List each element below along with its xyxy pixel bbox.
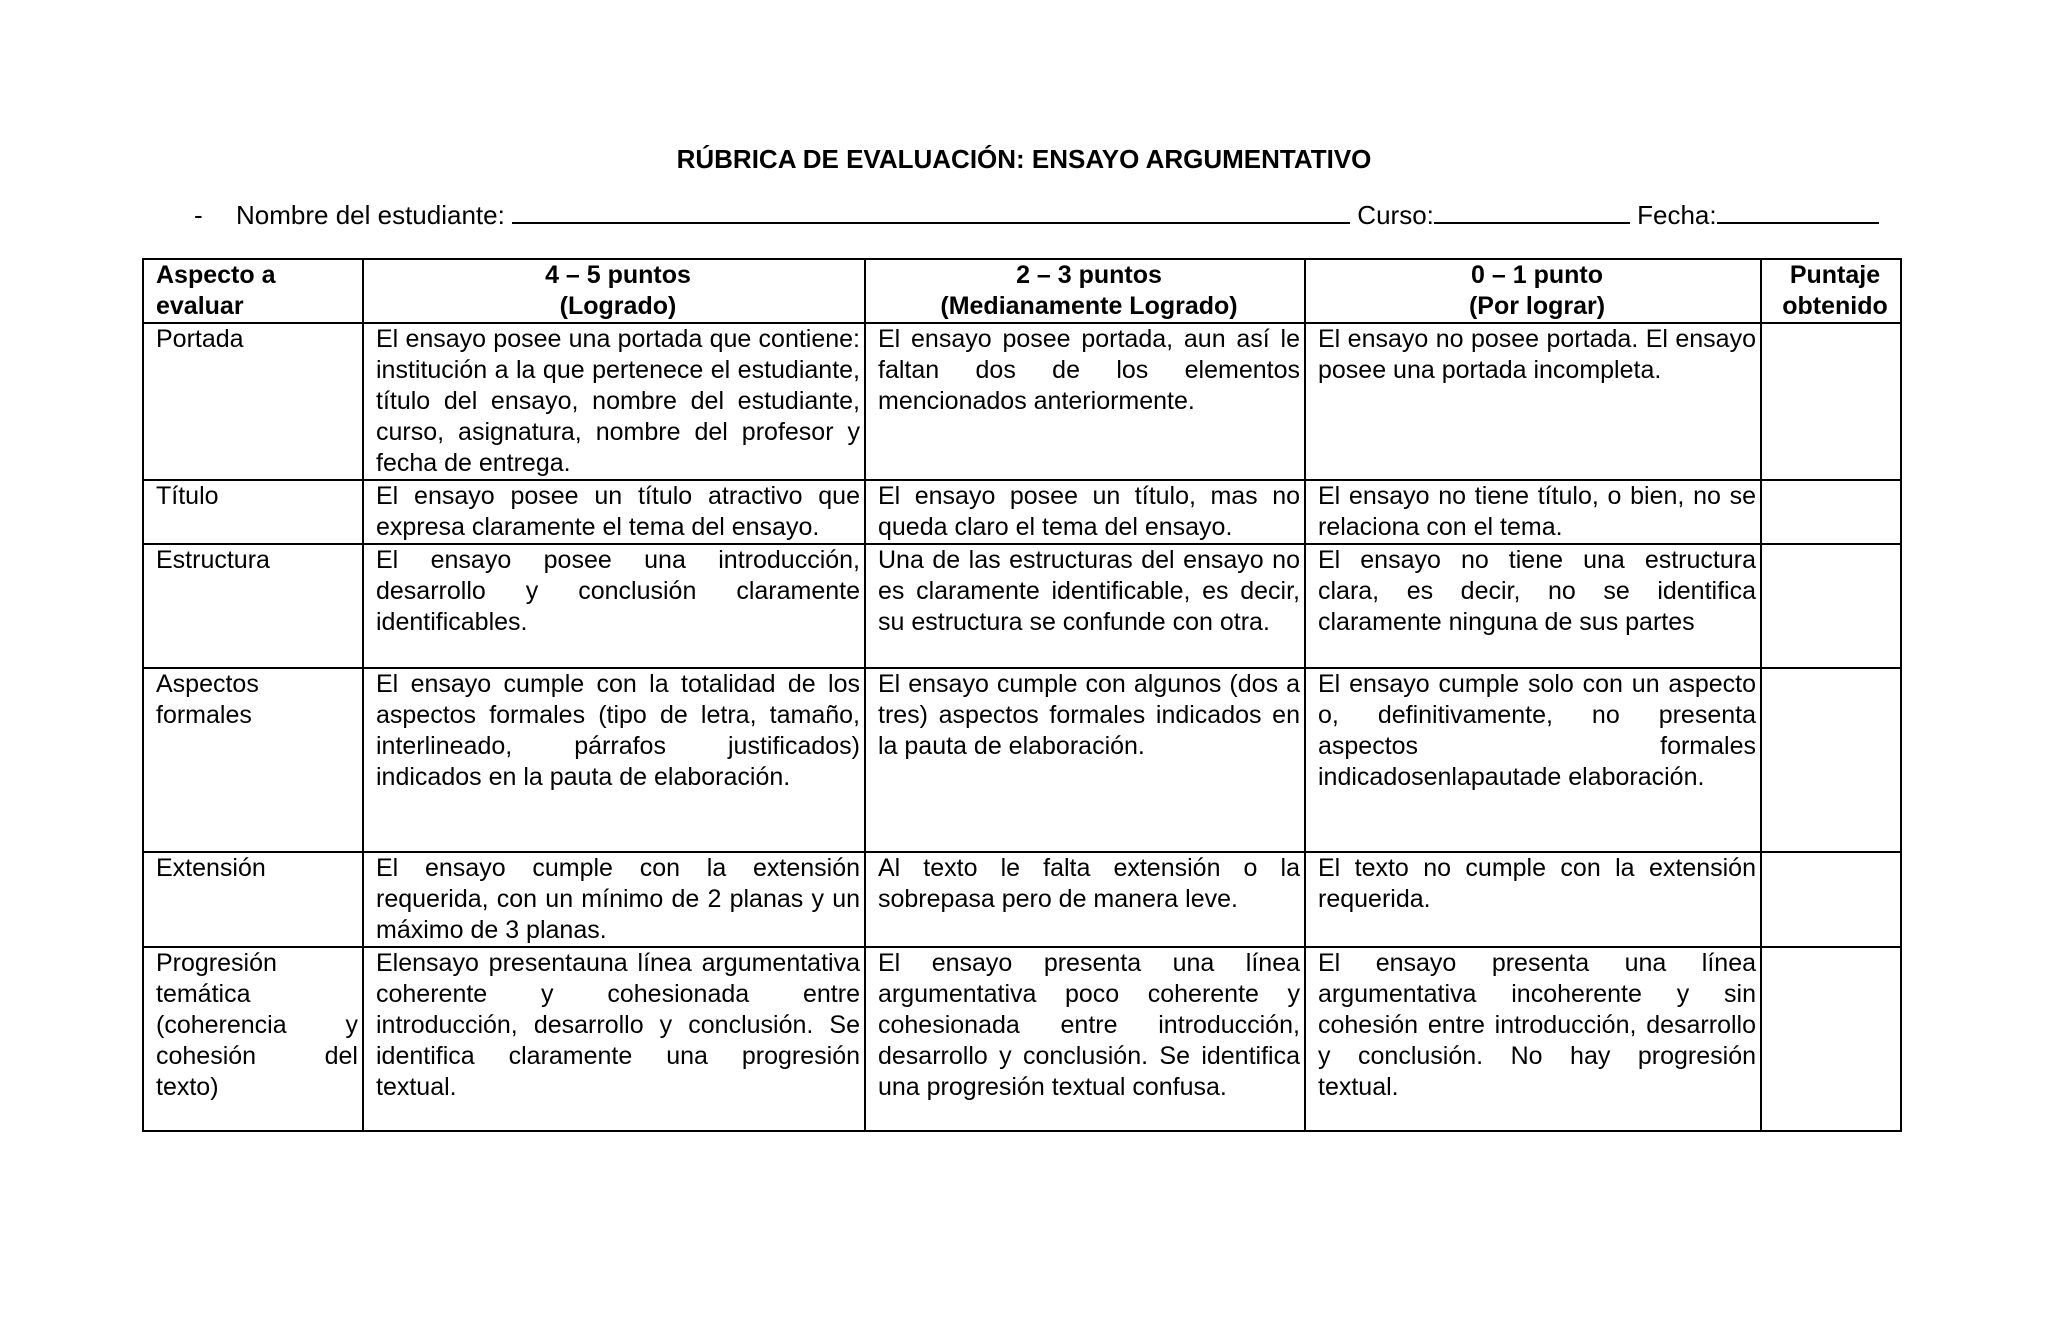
header-level-low-name: (Por lograr) xyxy=(1468,292,1606,320)
level-mid-cell: Una de las estructuras del ensayo no es claramente identificable, es decir, su estructura se confunde con otra. xyxy=(865,544,1305,668)
level-high-cell: El ensayo posee un título atractivo que expresa claramente el tema del ensayo. xyxy=(363,480,865,544)
header-score: Puntaje obtenido xyxy=(1761,259,1901,323)
aspect-cell: Título xyxy=(143,480,363,544)
table-row xyxy=(143,323,1901,480)
document-title: RÚBRICA DE EVALUACIÓN: ENSAYO ARGUMENTATIVO xyxy=(676,144,1372,174)
rubric-table xyxy=(142,258,1902,1132)
header-level-high-name: (Logrado) xyxy=(559,292,677,320)
level-high-cell: El ensayo cumple con la totalidad de los aspectos formales (tipo de letra, tamaño, interlineado, párrafos justificados) indicados en la pauta de elaboración. xyxy=(363,668,865,852)
bullet-dash: - xyxy=(194,200,203,230)
table-row xyxy=(143,852,1901,947)
student-name-label: Nombre del estudiante: xyxy=(236,200,505,230)
aspect-cell: Extensión xyxy=(143,852,363,947)
level-low-cell: El ensayo cumple solo con un aspecto o, definitivamente, no presenta aspectos formales indicadosenlapautade elaboración. xyxy=(1305,668,1761,852)
score-cell[interactable] xyxy=(1761,544,1901,668)
level-low-cell: El ensayo no tiene título, o bien, no se relaciona con el tema. xyxy=(1305,480,1761,544)
aspect-cell: Estructura xyxy=(143,544,363,668)
date-blank[interactable] xyxy=(1717,196,1879,224)
header-aspect: Aspecto a evaluar xyxy=(143,259,363,323)
header-level-low-points: 0 – 1 punto xyxy=(1471,261,1603,289)
header-level-high-points: 4 – 5 puntos xyxy=(545,261,691,289)
level-mid-cell: El ensayo cumple con algunos (dos a tres) aspectos formales indicados en la pauta de elaboración. xyxy=(865,668,1305,852)
table-row xyxy=(143,947,1901,1131)
header-level-high xyxy=(363,259,865,323)
student-name-blank[interactable] xyxy=(512,196,1350,224)
score-cell[interactable] xyxy=(1761,323,1901,480)
level-high-cell: El ensayo posee una portada que contiene: institución a la que pertenece el estudiante, título del ensayo, nombre del estudiante, curso, asignatura, nombre del profesor y fecha de entrega. xyxy=(363,323,865,480)
aspect-cell: Progresión temática (coherencia y cohesión del texto) xyxy=(143,947,363,1131)
level-mid-cell: Al texto le falta extensión o la sobrepasa pero de manera leve. xyxy=(865,852,1305,947)
level-mid-cell: El ensayo presenta una línea argumentativa poco coherente y cohesionada entre introducción, desarrollo y conclusión. Se identifica una progresión textual confusa. xyxy=(865,947,1305,1131)
header-level-mid xyxy=(865,259,1305,323)
level-low-cell: El texto no cumple con la extensión requerida. xyxy=(1305,852,1761,947)
student-info-line xyxy=(194,196,1894,232)
header-level-low xyxy=(1305,259,1761,323)
course-blank[interactable] xyxy=(1434,196,1630,224)
level-high-cell: Elensayo presentauna línea argumentativa coherente y cohesionada entre introducción, desarrollo y conclusión. Se identifica claramente una progresión textual. xyxy=(363,947,865,1131)
aspect-cell: Aspectos formales xyxy=(143,668,363,852)
level-mid-cell: El ensayo posee un título, mas no queda claro el tema del ensayo. xyxy=(865,480,1305,544)
course-label: Curso: xyxy=(1357,200,1434,230)
score-cell[interactable] xyxy=(1761,947,1901,1131)
rubric-header-row xyxy=(143,259,1901,323)
header-level-mid-points: 2 – 3 puntos xyxy=(1016,261,1162,289)
level-mid-cell: El ensayo posee portada, aun así le faltan dos de los elementos mencionados anteriormente. xyxy=(865,323,1305,480)
score-cell[interactable] xyxy=(1761,668,1901,852)
level-high-cell: El ensayo posee una introducción, desarrollo y conclusión claramente identificables. xyxy=(363,544,865,668)
level-low-cell: El ensayo presenta una línea argumentativa incoherente y sin cohesión entre introducción, desarrollo y conclusión. No hay progresión textual. xyxy=(1305,947,1761,1131)
header-level-mid-name: (Medianamente Logrado) xyxy=(940,292,1238,320)
score-cell[interactable] xyxy=(1761,480,1901,544)
score-cell[interactable] xyxy=(1761,852,1901,947)
level-low-cell: El ensayo no posee portada. El ensayo posee una portada incompleta. xyxy=(1305,323,1761,480)
aspect-cell: Portada xyxy=(143,323,363,480)
table-row xyxy=(143,480,1901,544)
table-row xyxy=(143,544,1901,668)
date-label: Fecha: xyxy=(1637,200,1717,230)
level-low-cell: El ensayo no tiene una estructura clara, es decir, no se identifica claramente ninguna de sus partes xyxy=(1305,544,1761,668)
level-high-cell: El ensayo cumple con la extensión requerida, con un mínimo de 2 planas y un máximo de 3 planas. xyxy=(363,852,865,947)
table-row xyxy=(143,668,1901,852)
